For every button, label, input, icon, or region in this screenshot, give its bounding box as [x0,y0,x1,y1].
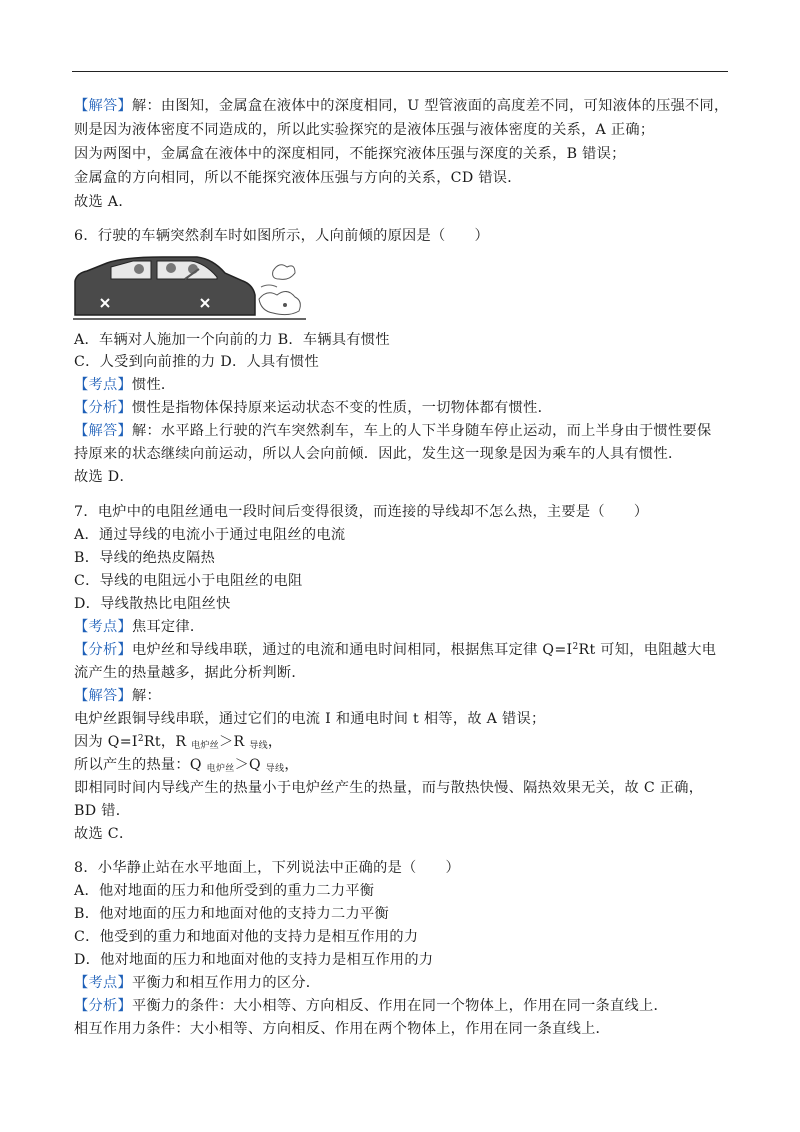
q8-option-d: D．他对地面的压力和地面对他的支持力是相互作用的力 [74,952,434,968]
q5-answer-line-4: 金属盒的方向相同，所以不能探究液体压强与方向的关系，CD 错误． [74,170,522,186]
q6-options-ab: A．车辆对人施加一个向前的力 B．车辆具有惯性 [74,332,390,348]
q8-fenxi-line-2: 相互作用力条件：大小相等、方向相反、作用在两个物体上，作用在同一条直线上． [74,1021,611,1037]
q7-jieda-line-1: 电炉丝跟铜导线串联，通过它们的电流 I 和通电时间 t 相等，故 A 错误； [74,711,546,727]
q8-option-b: B．他对地面的压力和地面对他的支持力二力平衡 [74,906,389,922]
q7-fenxi-line-2: 流产生的热量越多，据此分析判断． [74,665,306,681]
q7-option-b: B．导线的绝热皮隔热 [74,550,216,566]
kaodian-tag: 【考点】 [74,619,132,635]
q6-final-choice: 故选 D． [74,469,134,485]
q8-fenxi-line-1: 【分析】平衡力的条件：大小相等、方向相反、作用在同一个物体上，作用在同一条直线上． [74,998,668,1014]
q6-kaodian: 【考点】惯性． [74,377,176,393]
q5-final-choice: 故选 A． [74,194,133,210]
q8-option-a: A．他对地面的压力和他所受到的重力二力平衡 [74,883,375,899]
header-rule [72,71,728,72]
q7-jieda-line-3: 所以产生的热量：Q $_{电炉丝}$＞Q $_{导线}$， [74,757,299,774]
answer-tag: 【解答】 [74,98,132,114]
q5-answer-line-1: 【解答】解：由图知，金属盒在液体中的深度相同，U 型管液面的高度差不同，可知液体的压强不同， [74,98,729,114]
q7-option-a: A．通过导线的电流小于通过电阻丝的电流 [74,527,346,543]
q7-stem: 7．电炉中的电阻丝通电一段时间后变得很烫，而连接的导线却不怎么热，主要是（ ） [74,504,649,520]
braking-car-image [73,251,306,326]
q7-option-c: C．导线的电阻远小于电阻丝的电阻 [74,573,303,589]
kaodian-tag: 【考点】 [74,377,132,393]
q6-stem: 6．行驶的车辆突然刹车时如图所示，人向前倾的原因是（ ） [74,228,489,244]
q7-option-d: D．导线散热比电阻丝快 [74,596,231,612]
answer-tag: 【解答】 [74,688,132,704]
q6-options-cd: C．人受到向前推的力 D．人具有惯性 [74,354,319,370]
q6-jieda-line-2: 持原来的状态继续向前运动，所以人会向前倾．因此，发生这一现象是因为乘车的人具有惯性． [74,446,683,462]
q6-jieda-line-1: 【解答】解：水平路上行驶的汽车突然刹车，车上的人下半身随车停止运动，而上半身由于惯性要保 [74,423,712,439]
q5-answer-line-2: 则是因为液体密度不同造成的，所以此实验探究的是液体压强与液体密度的关系，A 正确； [74,122,655,138]
fenxi-tag: 【分析】 [74,400,132,416]
q7-jieda-line-5: BD 错． [74,803,131,819]
q7-fenxi-line-1: 【分析】电炉丝和导线串联，通过的电流和通电时间相同，根据焦耳定律 $Q=I^2Rt$ 可知，电阻越大电 [74,642,717,658]
q8-option-c: C．他受到的重力和地面对他的支持力是相互作用的力 [74,929,419,945]
q8-stem: 8．小华静止站在水平地面上，下列说法中正确的是（ ） [74,860,461,876]
q7-jieda-head: 【解答】解： [74,688,161,704]
kaodian-tag: 【考点】 [74,975,132,991]
fenxi-tag: 【分析】 [74,642,132,658]
q8-kaodian: 【考点】平衡力和相互作用力的区分． [74,975,321,991]
q7-jieda-line-2: 因为 $Q=I^2Rt$，R $_{电炉丝}$＞R $_{导线}$， [74,734,283,751]
q7-jieda-line-4: 即相同时间内导线产生的热量小于电炉丝产生的热量，而与散热快慢、隔热效果无关，故 C 正确， [74,780,704,796]
q7-final-choice: 故选 C． [74,826,134,842]
fenxi-tag: 【分析】 [74,998,132,1014]
q6-fenxi: 【分析】惯性是指物体保持原来运动状态不变的性质，一切物体都有惯性． [74,400,553,416]
q7-kaodian: 【考点】焦耳定律． [74,619,205,635]
answer-tag: 【解答】 [74,423,132,439]
q5-answer-line-3: 因为两图中，金属盒在液体中的深度相同，不能探究液体压强与深度的关系，B 错误； [74,146,626,162]
